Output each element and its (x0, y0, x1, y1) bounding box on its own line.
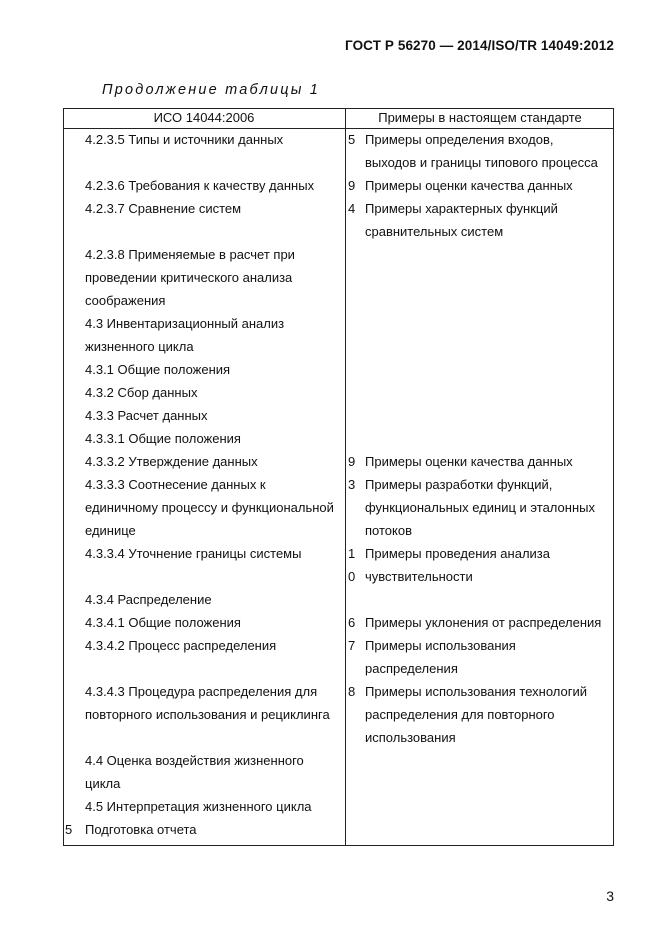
example-text: распределения (365, 661, 458, 676)
example-text: Примеры использования технологий (365, 684, 588, 699)
example-text: использования (365, 730, 456, 745)
example-text: потоков (365, 523, 412, 538)
clause-number: 5 (65, 822, 73, 837)
example-section-number: 5 (348, 132, 356, 147)
example-text: чувствительности (365, 569, 473, 584)
example-text: Примеры проведения анализа (365, 546, 550, 561)
column-divider (345, 108, 346, 846)
example-text: Примеры оценки качества данных (365, 178, 573, 193)
example-text: выходов и границы типового процесса (365, 155, 598, 170)
iso-clause-text: 4.3.3.1 Общие положения (85, 431, 241, 446)
iso-clause-text: 4.3 Инвентаризационный анализ (85, 316, 285, 331)
column-header-iso: ИСО 14044:2006 (153, 110, 255, 125)
iso-clause-text: 4.3.3.4 Уточнение границы системы (85, 546, 302, 561)
example-text: Примеры оценки качества данных (365, 454, 573, 469)
column-header-examples: Примеры в настоящем стандарте (378, 110, 582, 125)
example-text: функциональных единиц и эталонных (365, 500, 595, 515)
example-text: Примеры уклонения от распределения (365, 615, 602, 630)
iso-clause-text: Подготовка отчета (85, 822, 197, 837)
iso-clause-text: 4.3.1 Общие положения (85, 362, 231, 377)
iso-clause-text: 4.3.4.3 Процедура распределения для (85, 684, 318, 699)
example-section-number: 8 (348, 684, 356, 699)
example-section-number: 4 (348, 201, 356, 216)
example-text: распределения для повторного (365, 707, 555, 722)
iso-clause-text: 4.3.3.2 Утверждение данных (85, 454, 258, 469)
iso-clause-text: жизненного цикла (85, 339, 194, 354)
example-section-number: 1 (348, 546, 356, 561)
example-text: Примеры определения входов, (365, 132, 554, 147)
header-divider (63, 128, 614, 129)
iso-clause-text: единичному процессу и функциональной (85, 500, 334, 515)
example-section-number: 0 (348, 569, 356, 584)
iso-clause-text: 4.2.3.5 Типы и источники данных (85, 132, 284, 147)
iso-clause-text: проведении критического анализа (85, 270, 293, 285)
iso-clause-text: 4.4 Оценка воздействия жизненного (85, 753, 304, 768)
iso-clause-text: 4.3.4 Распределение (85, 592, 212, 607)
iso-clause-text: 4.3.4.1 Общие положения (85, 615, 241, 630)
iso-clause-text: 4.3.3.3 Соотнесение данных к (85, 477, 266, 492)
iso-clause-text: 4.2.3.7 Сравнение систем (85, 201, 242, 216)
example-section-number: 3 (348, 477, 356, 492)
example-text: Примеры использования (365, 638, 516, 653)
example-text: Примеры характерных функций (365, 201, 558, 216)
iso-clause-text: 4.5 Интерпретация жизненного цикла (85, 799, 312, 814)
iso-clause-text: 4.3.2 Сбор данных (85, 385, 198, 400)
example-section-number: 7 (348, 638, 356, 653)
document-header: ГОСТ Р 56270 — 2014/ISO/TR 14049:2012 (345, 38, 614, 53)
iso-clause-text: 4.3.3 Расчет данных (85, 408, 208, 423)
iso-clause-text: единице (85, 523, 136, 538)
iso-clause-text: 4.2.3.6 Требования к качеству данных (85, 178, 315, 193)
iso-clause-text: 4.2.3.8 Применяемые в расчет при (85, 247, 295, 262)
table-continuation-label: Продолжение таблицы 1 (102, 82, 321, 98)
example-text: Примеры разработки функций, (365, 477, 553, 492)
iso-clause-text: цикла (85, 776, 121, 791)
iso-clause-text: соображения (85, 293, 166, 308)
example-section-number: 9 (348, 454, 356, 469)
example-section-number: 9 (348, 178, 356, 193)
iso-clause-text: 4.3.4.2 Процесс распределения (85, 638, 277, 653)
example-section-number: 6 (348, 615, 356, 630)
iso-clause-text: повторного использования и рециклинга (85, 707, 330, 722)
page-number: 3 (606, 888, 614, 904)
example-text: сравнительных систем (365, 224, 504, 239)
